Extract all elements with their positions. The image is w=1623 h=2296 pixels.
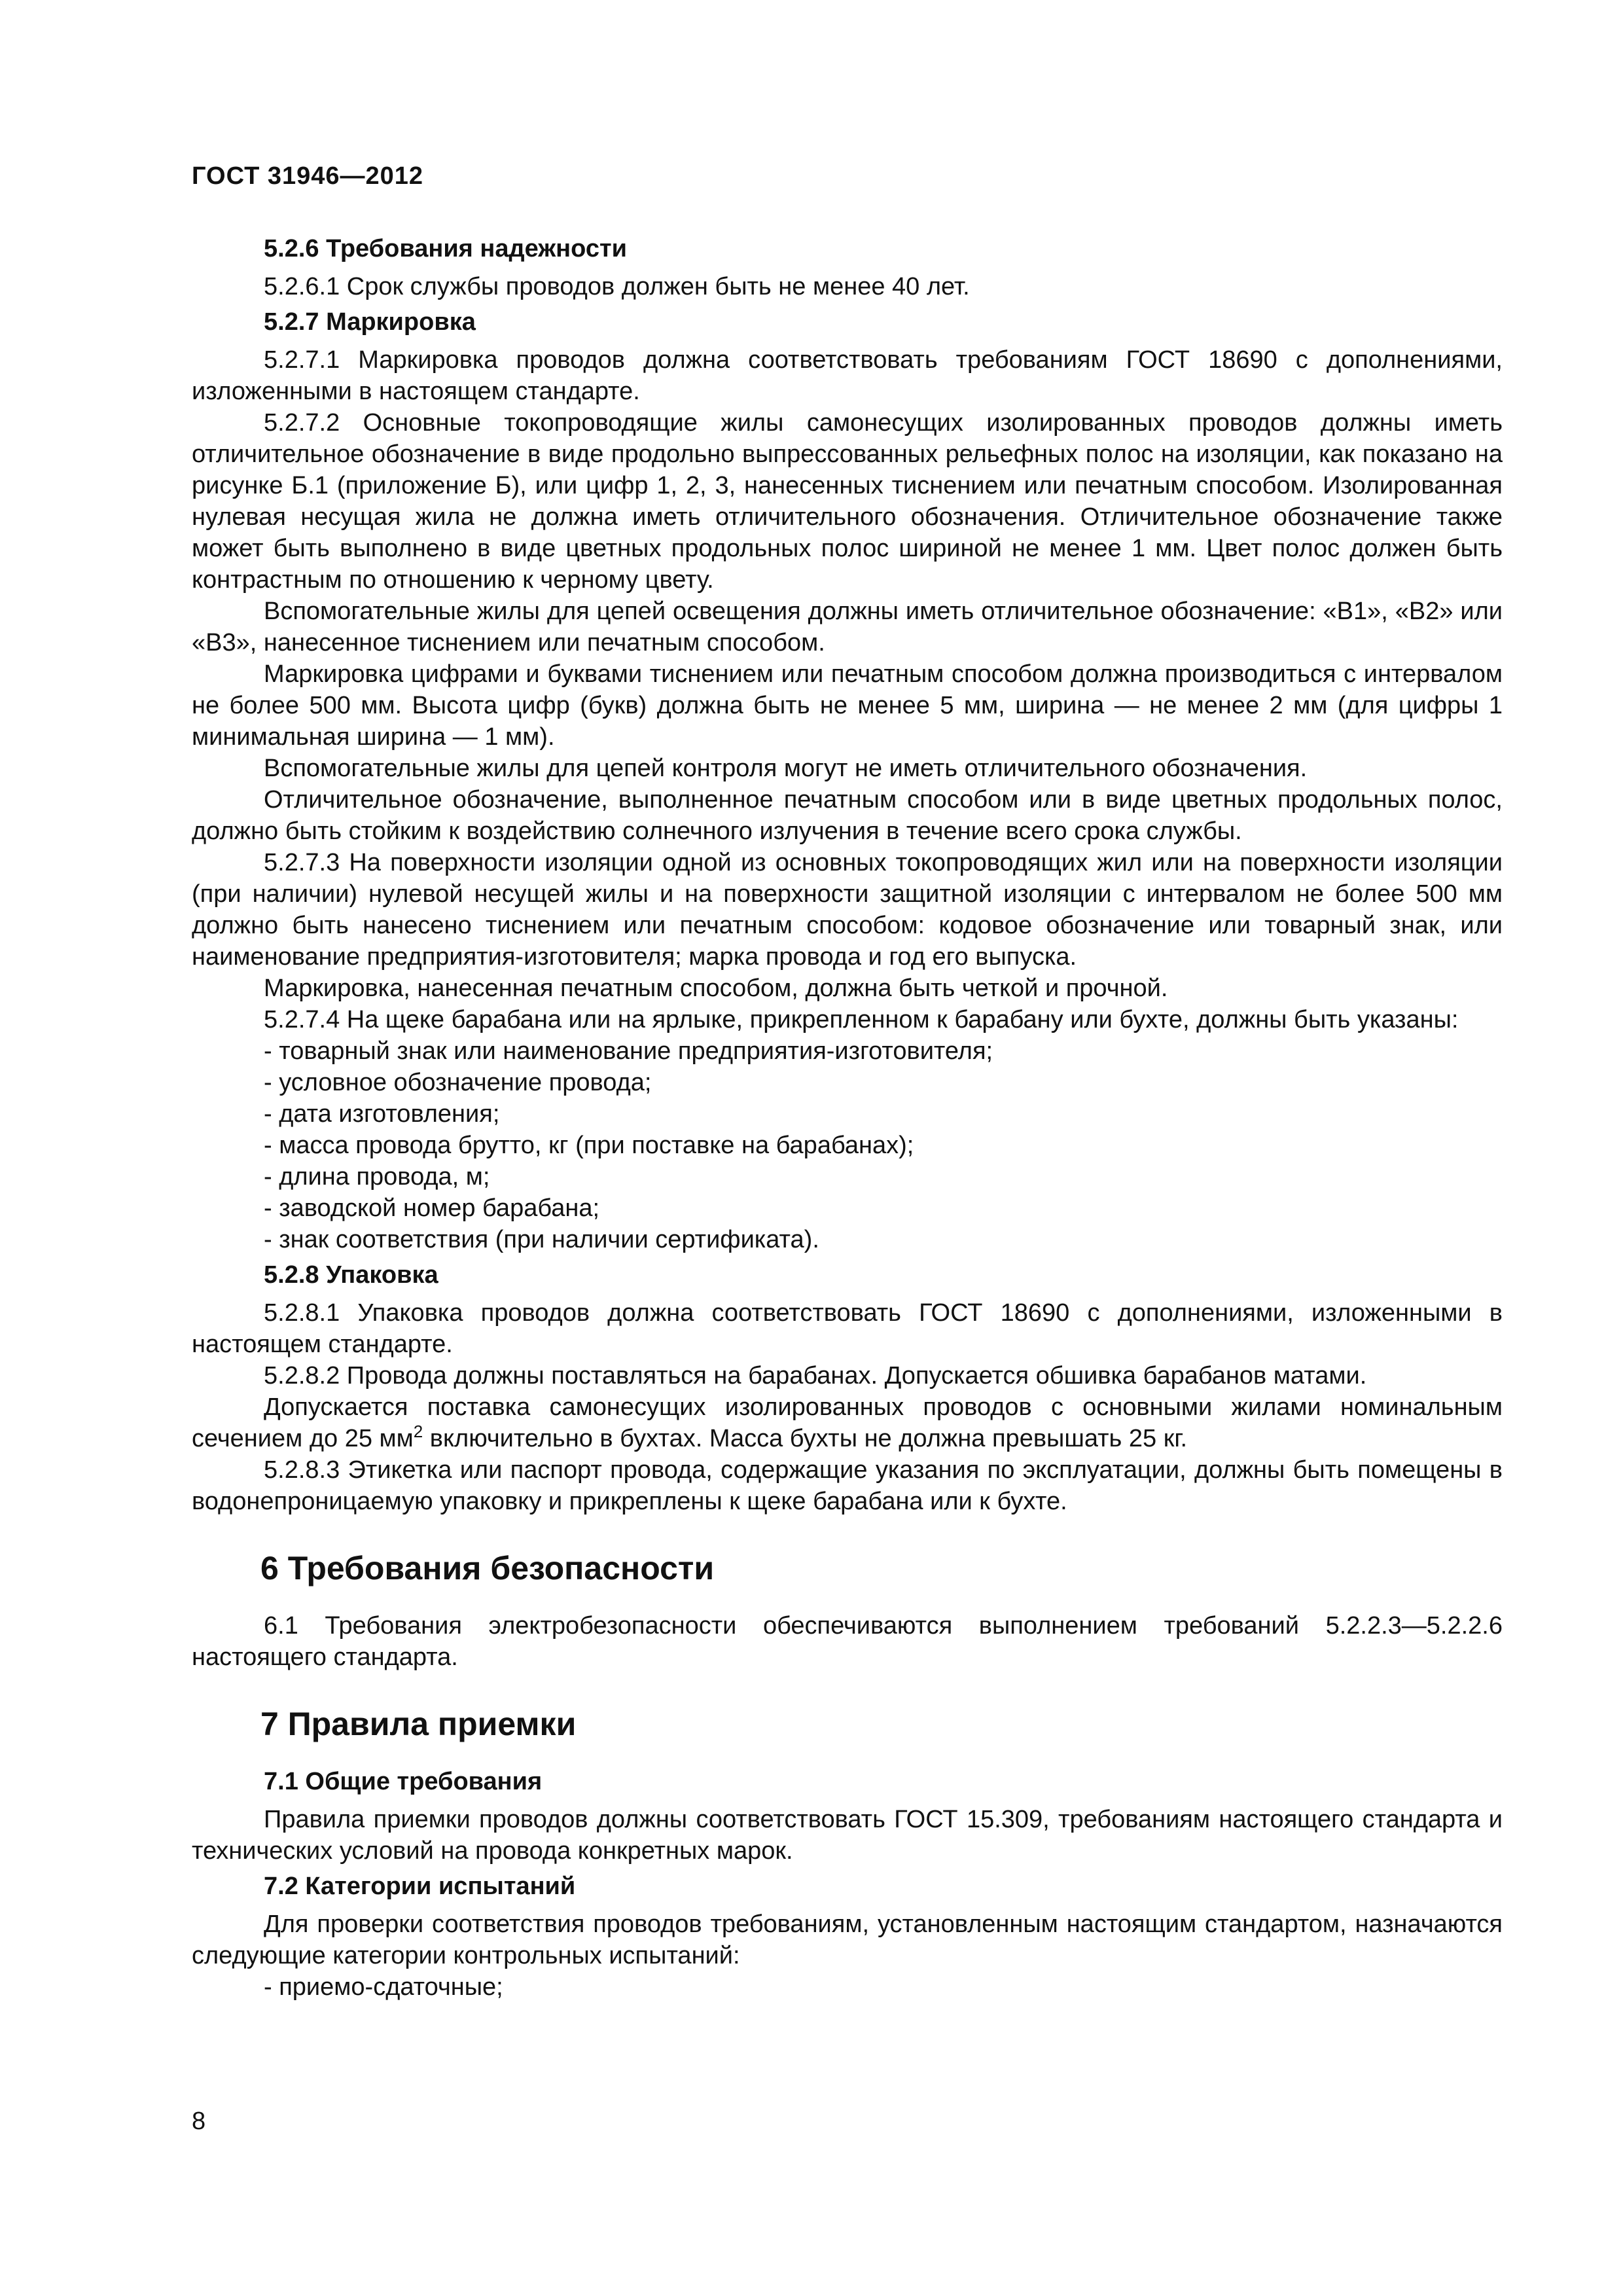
paragraph: 5.2.7.4 На щеке барабана или на ярлыке, прикрепленном к барабану или бухте, должны быть указаны: [264, 1006, 1459, 1033]
paragraph-text: Допускается поставка самонесущих изолированных проводов с основными жилами номинальным сечением до 25 мм [192, 1393, 1503, 1452]
paragraph: 5.2.7.2 Основные токопроводящие жилы самонесущих изолированных проводов должны иметь отличительное обозначение в виде продольно выпрессованных рельефных полос на изоляции, как показано на рисунке Б.1 (приложение Б), или цифр 1, 2, 3, нанесенных тиснением или печатным способом. Изолированная нулевая несущая жила не должна иметь отличительного обозначения. Отличительное обозначение также может быть выполнено в виде цветных продольных полос шириной не менее 1 мм. Цвет полос должен быть контрастным по отношению к черному цвету. [192, 409, 1503, 594]
marking-list [192, 1035, 1503, 1255]
paragraph-text: включительно в бухтах. Масса бухты не должна превышать 25 кг. [423, 1425, 1188, 1452]
paragraph: 5.2.8.3 Этикетка или паспорт провода, содержащие указания по эксплуатации, должны быть помещены в водонепроницаемую упаковку и прикреплены к щеке барабана или к бухте. [192, 1456, 1503, 1515]
section-heading-5-2-7: 5.2.7 Маркировка [264, 308, 476, 336]
list-item: - условное обозначение провода; [264, 1069, 652, 1096]
list-item: - приемо-сдаточные; [264, 1973, 503, 2001]
paragraph [192, 1391, 1503, 1454]
list-item: - дата изготовления; [264, 1100, 500, 1128]
paragraph: Маркировка, нанесенная печатным способом, должна быть четкой и прочной. [264, 975, 1168, 1002]
paragraph: 5.2.7.3 На поверхности изоляции одной из основных токопроводящих жил или на поверхности изоляции (при наличии) нулевой несущей жилы и на поверхности защитной изоляции с интервалом не более 500 мм должно быть нанесено тиснением или печатным способом: кодовое обозначение или товарный знак, или наименование предприятия-изготовителя; марка провода и год его выпуска. [192, 849, 1503, 971]
list-item: - знак соответствия (при наличии сертификата). [264, 1226, 819, 1253]
paragraph: 5.2.8.2 Провода должны поставляться на барабанах. Допускается обшивка барабанов матами. [264, 1362, 1367, 1390]
section-heading-7-1: 7.1 Общие требования [264, 1768, 543, 1795]
superscript: 2 [413, 1422, 423, 1441]
section-heading-7: 7 Правила приемки [260, 1706, 577, 1742]
page-number: 8 [192, 2108, 206, 2135]
list-item: - масса провода брутто, кг (при поставке на барабанах); [264, 1132, 914, 1159]
paragraph: Маркировка цифрами и буквами тиснением или печатным способом должна производиться с интервалом не более 500 мм. Высота цифр (букв) должна быть не менее 5 мм, ширина — не менее 2 мм (для цифры 1 минимальная ширина — 1 мм). [192, 660, 1503, 751]
list-item: - товарный знак или наименование предприятия-изготовителя; [264, 1037, 993, 1065]
section-heading-6: 6 Требования безопасности [260, 1550, 715, 1587]
section-heading-5-2-8: 5.2.8 Упаковка [264, 1261, 438, 1289]
test-categories-list [192, 1971, 1503, 2003]
paragraph: Для проверки соответствия проводов требованиям, установленным настоящим стандартом, назначаются следующие категории контрольных испытаний: [192, 1910, 1503, 1969]
page-content [192, 229, 1503, 2003]
list-item: - заводской номер барабана; [264, 1194, 600, 1222]
paragraph: 5.2.6.1 Срок службы проводов должен быть не менее 40 лет. [264, 273, 970, 300]
section-heading-5-2-6: 5.2.6 Требования надежности [264, 235, 627, 262]
document-header: ГОСТ 31946—2012 [192, 162, 424, 190]
paragraph: Вспомогательные жилы для цепей контроля могут не иметь отличительного обозначения. [264, 755, 1308, 782]
paragraph: Вспомогательные жилы для цепей освещения должны иметь отличительное обозначение: «В1», «В2» или «В3», нанесенное тиснением или печатным способом. [192, 598, 1503, 656]
list-item: - длина провода, м; [264, 1163, 490, 1191]
paragraph: Правила приемки проводов должны соответствовать ГОСТ 15.309, требованиям настоящего стандарта и технических условий на провода конкретных марок. [192, 1806, 1503, 1865]
paragraph: 6.1 Требования электробезопасности обеспечиваются выполнением требований 5.2.2.3—5.2.2.6 настоящего стандарта. [192, 1612, 1503, 1671]
paragraph: 5.2.8.1 Упаковка проводов должна соответствовать ГОСТ 18690 с дополнениями, изложенными в настоящем стандарте. [192, 1299, 1503, 1358]
section-heading-7-2: 7.2 Категории испытаний [264, 1873, 576, 1900]
paragraph: Отличительное обозначение, выполненное печатным способом или в виде цветных продольных полос, должно быть стойким к воздействию солнечного излучения в течение всего срока службы. [192, 786, 1503, 845]
paragraph: 5.2.7.1 Маркировка проводов должна соответствовать требованиям ГОСТ 18690 с дополнениями, изложенными в настоящем стандарте. [192, 346, 1503, 405]
